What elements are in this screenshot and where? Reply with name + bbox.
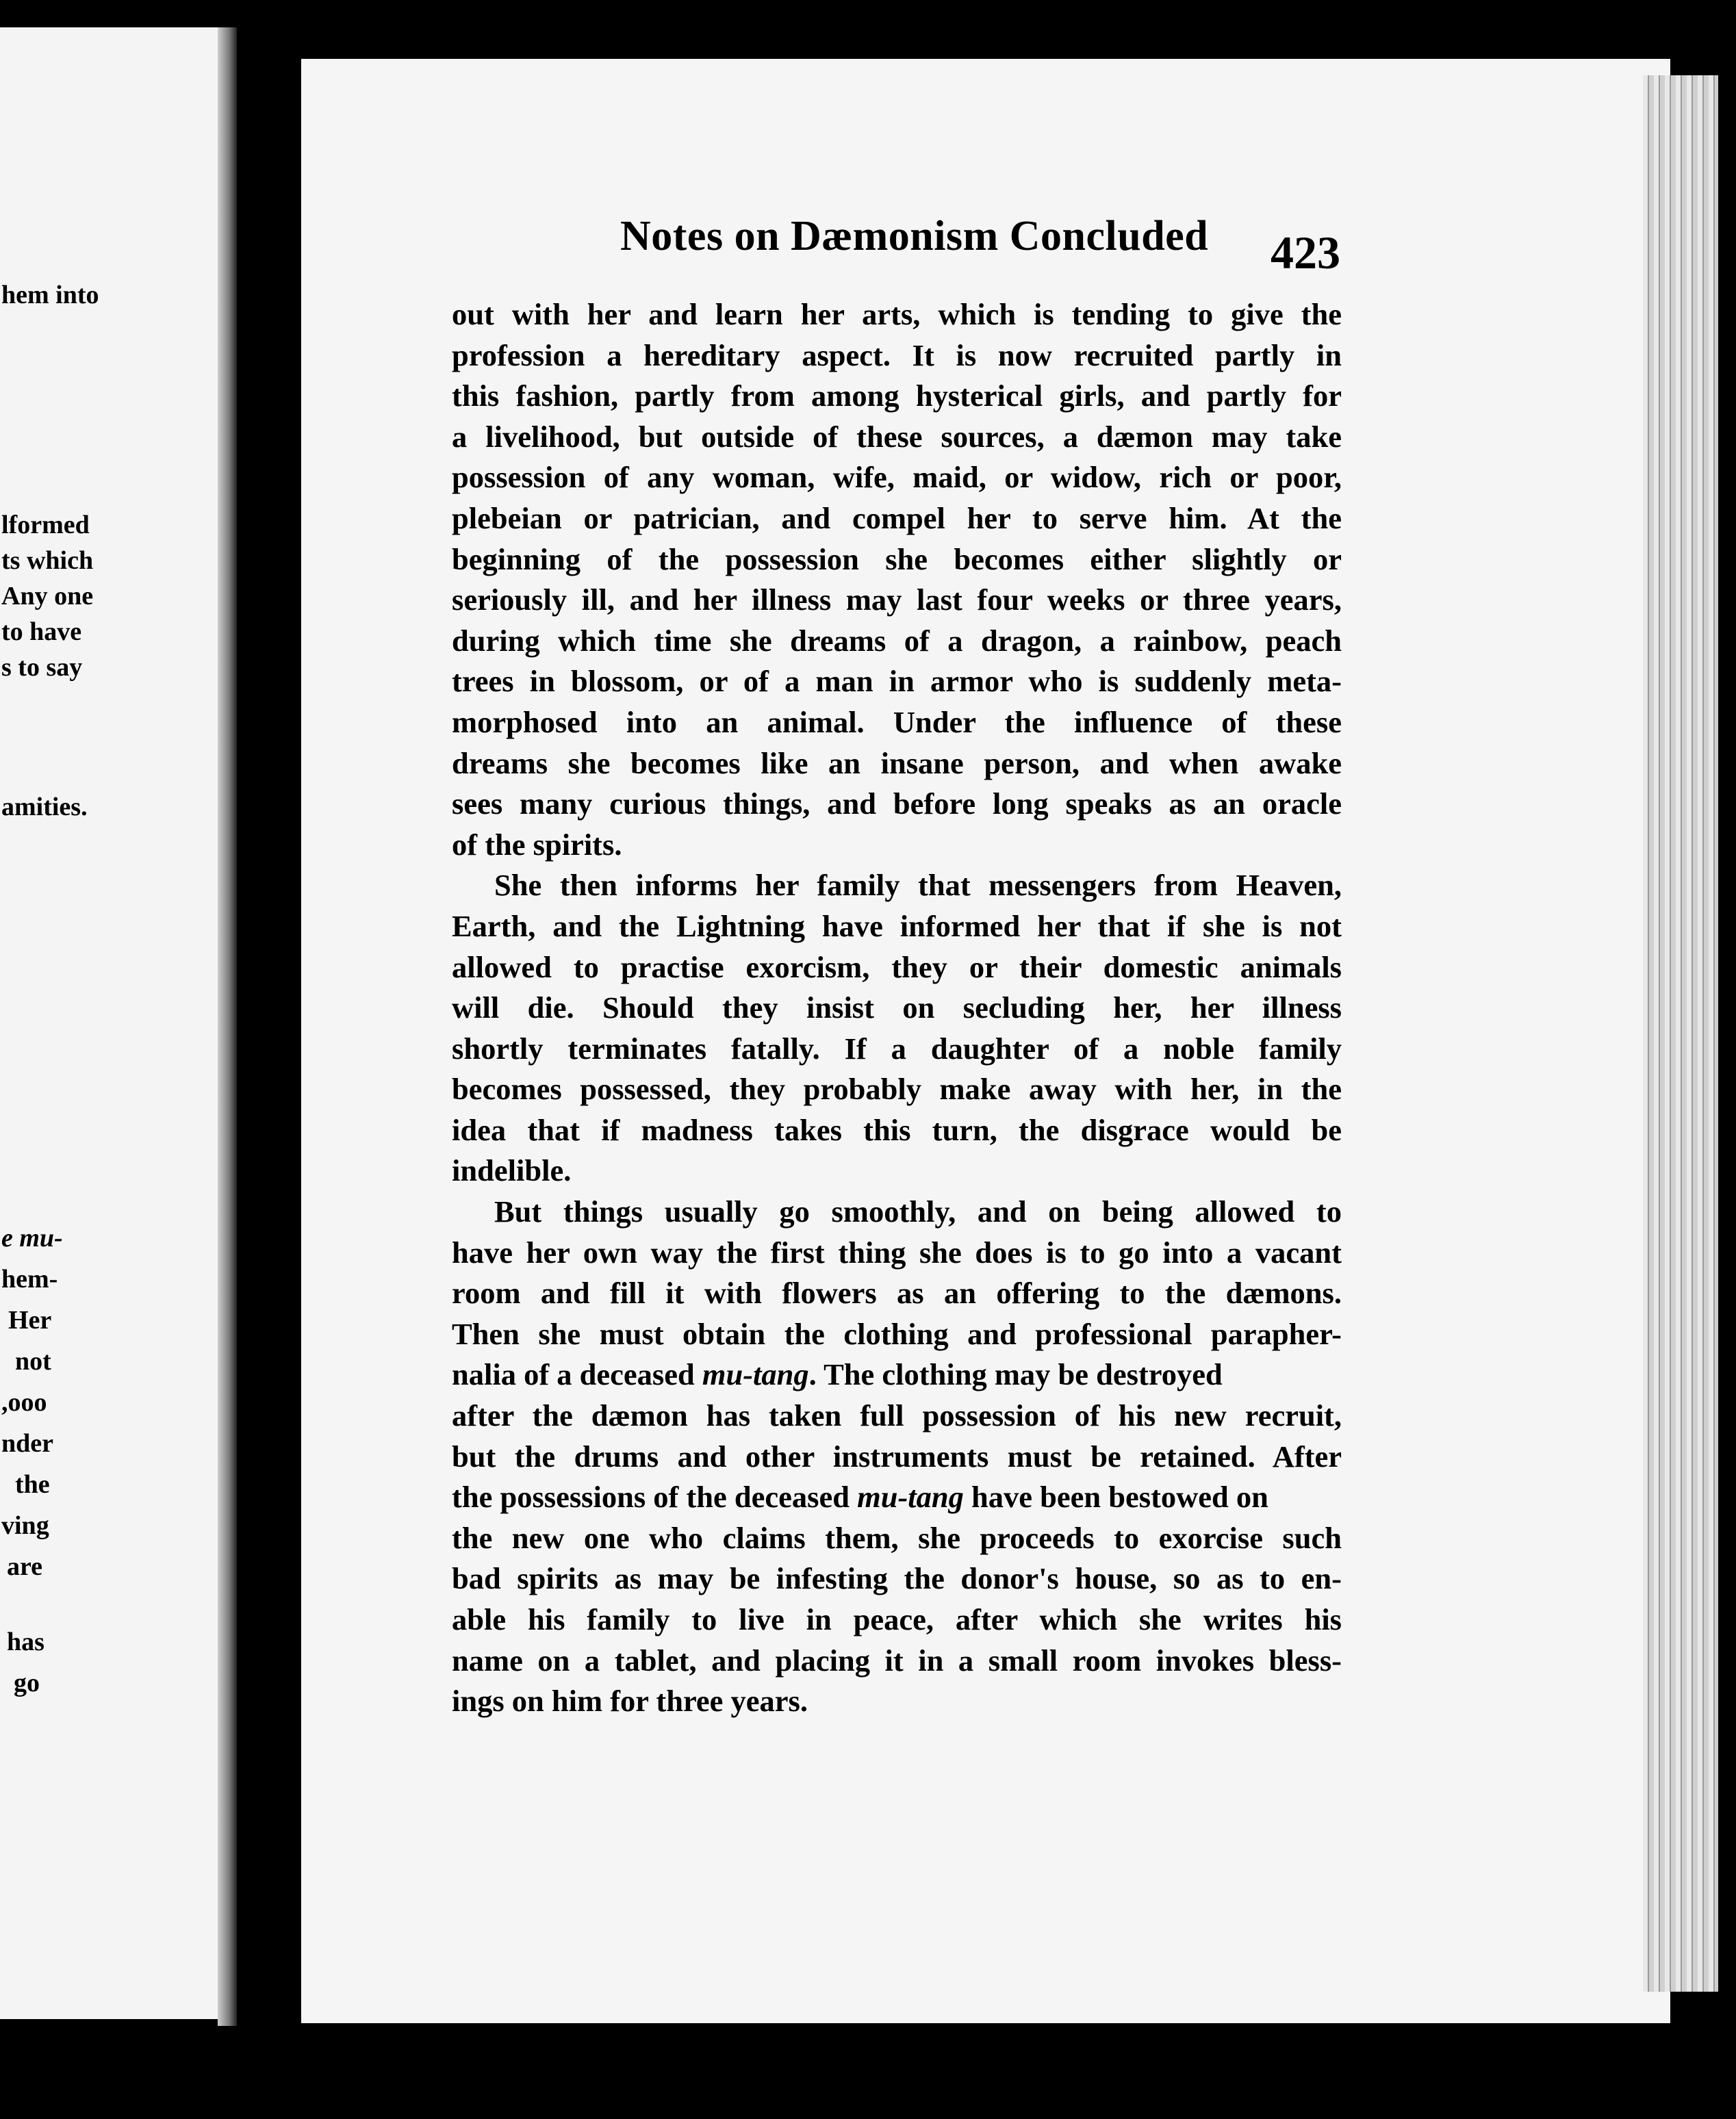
text-line: shortly terminates fatally. If a daughter of a noble family [452, 1031, 1342, 1066]
text-line: sees many curious things, and before long speaks as an oracle [452, 786, 1342, 821]
text-line: indelible. [452, 1153, 572, 1188]
text-line: dreams she becomes like an insane person, and when awake [452, 745, 1342, 780]
left-page-fragment: not [15, 1347, 51, 1376]
text-line: allowed to practise exorcism, they or their domestic animals [452, 949, 1342, 984]
text-line: idea that if madness takes this turn, the disgrace would be [452, 1112, 1342, 1147]
left-page-fragment: hem into [1, 281, 99, 309]
left-page-fragment: go [14, 1669, 40, 1697]
text-line: trees in blossom, or of a man in armor who is suddenly meta- [452, 664, 1342, 699]
left-page-gutter [218, 27, 237, 2026]
text-line: She then informs her family that messengers from Heaven, [494, 868, 1342, 903]
left-page-fragment: hem- [1, 1265, 58, 1294]
text-run: have been bestowed on [971, 1480, 1268, 1515]
left-page-fragment: has [7, 1628, 44, 1656]
text-line: the new one who claims them, she proceeds to exorcise such [452, 1520, 1342, 1555]
left-page-fragment: ving [1, 1511, 49, 1540]
italic-term: mu-tang [702, 1357, 809, 1392]
text-line: morphosed into an animal. Under the influence of these [452, 704, 1342, 739]
text-line: out with her and learn her arts, which is tending to give the [452, 297, 1342, 331]
left-page-fragment: amities. [1, 793, 88, 821]
left-page-fragment: the [15, 1470, 50, 1499]
text-run: . The clothing may be destroyed [808, 1357, 1223, 1392]
text-line: this fashion, partly from among hysterical girls, and partly for [452, 378, 1342, 413]
text-line: a livelihood, but outside of these sources, a dæmon may take [452, 419, 1342, 454]
left-page-fragment: nder [1, 1429, 53, 1458]
left-page-fragment: to have [1, 617, 82, 646]
text-line: profession a hereditary aspect. It is now recruited partly in [452, 337, 1342, 372]
text-line: of the spirits. [452, 827, 622, 862]
text-line: name on a tablet, and placing it in a small room invokes bless- [452, 1643, 1342, 1678]
text-line: becomes possessed, they probably make away with her, in the [452, 1072, 1342, 1107]
page-edge-stack [1643, 75, 1718, 1992]
left-page-fragment: s to say [1, 653, 83, 682]
text-line: seriously ill, and her illness may last four weeks or three years, [452, 582, 1342, 617]
text-line [452, 1354, 1342, 1396]
text-line: during which time she dreams of a dragon, a rainbow, peach [452, 623, 1342, 658]
text-line: have her own way the first thing she does is to go into a vacant [452, 1235, 1342, 1270]
page-number: 423 [1271, 227, 1340, 279]
text-line: plebeian or patrician, and compel her to serve him. At the [452, 500, 1342, 535]
left-page-fragment: Her [8, 1306, 52, 1335]
left-page-fragment: ,ooo [1, 1388, 47, 1417]
left-page-fragment: Any one [1, 582, 94, 611]
left-page-fragment: e mu- [1, 1224, 63, 1253]
text-run: the possessions of the deceased [452, 1480, 850, 1515]
left-page-fragment: ts which [1, 546, 94, 575]
text-line: room and fill it with flowers as an offering to the dæmons. [452, 1276, 1342, 1311]
running-header: Notes on Dæmonism Concluded [620, 213, 1209, 259]
text-line: Then she must obtain the clothing and professional parapher- [452, 1316, 1342, 1351]
left-page [0, 27, 225, 2019]
text-run: nalia of a deceased [452, 1357, 695, 1392]
text-line: beginning of the possession she becomes either slightly or [452, 541, 1342, 576]
text-line: will die. Should they insist on secluding her, her illness [452, 990, 1342, 1025]
text-line: But things usually go smoothly, and on being allowed to [494, 1194, 1342, 1229]
text-line: bad spirits as may be infesting the donor's house, so as to en- [452, 1561, 1342, 1596]
text-line: ings on him for three years. [452, 1684, 808, 1719]
text-line: after the dæmon has taken full possession of his new recruit, [452, 1398, 1342, 1433]
text-line: able his family to live in peace, after which she writes his [452, 1602, 1342, 1636]
text-line: but the drums and other instruments must be retained. After [452, 1439, 1342, 1474]
text-line: possession of any woman, wife, maid, or widow, rich or poor, [452, 460, 1342, 495]
body-text [452, 294, 1342, 1722]
text-line: Earth, and the Lightning have informed her that if she is not [452, 908, 1342, 943]
book-spine [237, 38, 303, 2037]
italic-term: mu-tang [857, 1480, 964, 1515]
left-page-fragment: lformed [1, 511, 90, 539]
text-line [452, 1477, 1342, 1518]
left-page-fragment: are [7, 1552, 43, 1581]
